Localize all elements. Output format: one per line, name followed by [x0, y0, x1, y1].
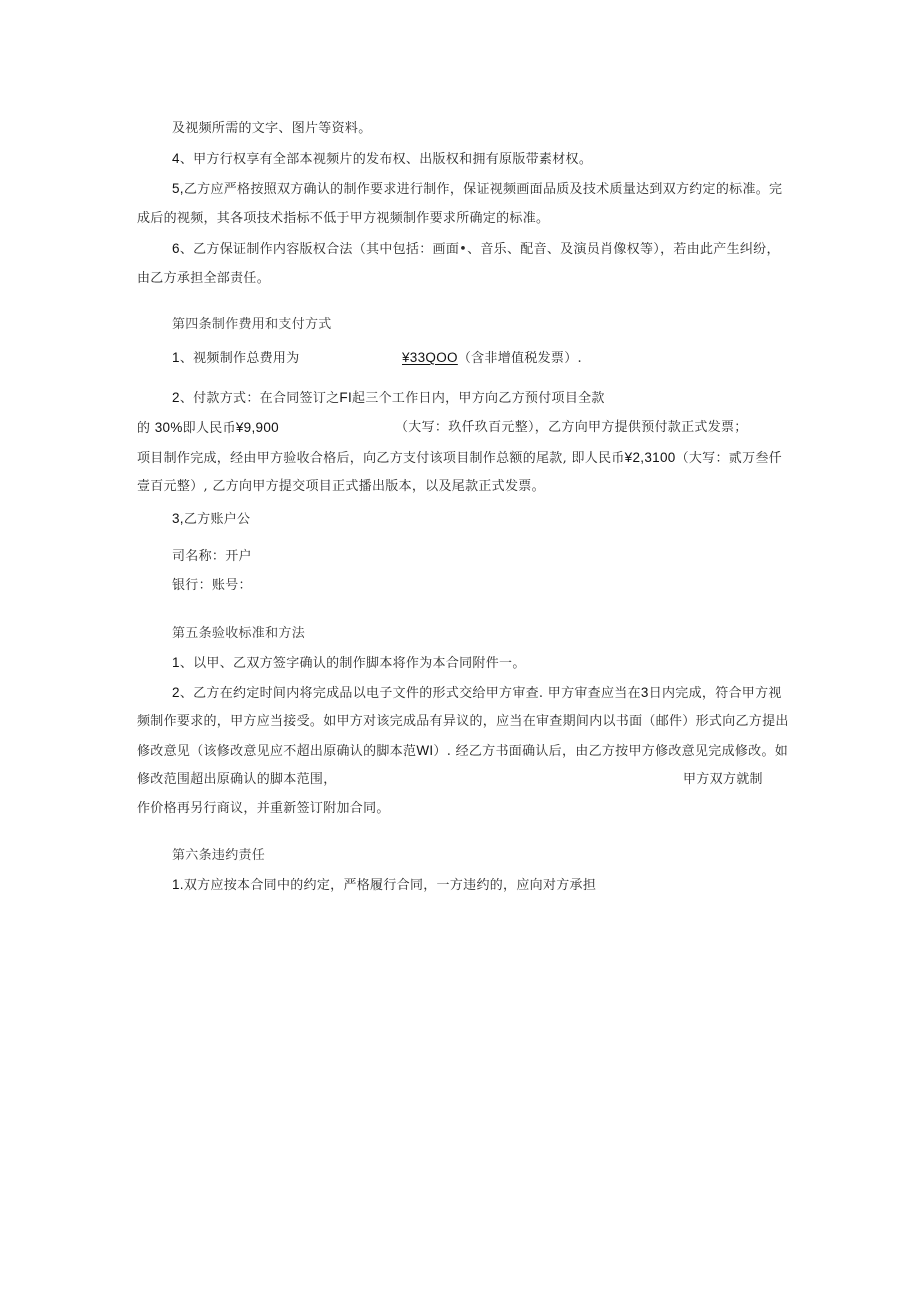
company-name-line	[172, 548, 252, 566]
percentage: 30%	[154, 420, 183, 435]
text: 、视频制作总费用为	[179, 351, 300, 366]
text: WI	[416, 743, 434, 758]
text: 日内完成，符合甲方视	[648, 686, 782, 701]
clause-4-line	[172, 150, 592, 169]
text: （大写：贰万叁仟	[675, 451, 782, 466]
clause-number: 5,	[172, 181, 184, 196]
text: （含非增值税发票）.	[457, 351, 582, 366]
section-6-heading	[172, 847, 265, 865]
text: 、付款方式：在合同签订之	[179, 391, 340, 406]
paragraph-line	[137, 713, 789, 731]
clause-number: 4	[172, 151, 180, 166]
paragraph-line	[137, 210, 549, 228]
heading-text: 第六条违约责任	[172, 848, 266, 863]
clause-number: 3,	[172, 511, 184, 526]
clause-number: 1.	[172, 877, 184, 892]
final-payment-line	[137, 449, 782, 468]
prepayment-note-line	[395, 419, 748, 437]
text: 壹百元整）, 乙方向甲方提交项目正式播出版本，以及尾款正式发票。	[137, 479, 545, 494]
clause-number: 1	[172, 655, 180, 670]
section-5-heading	[172, 625, 305, 643]
text: 修改范围超出原确认的脚本范围，	[137, 772, 337, 787]
clause-number: 6	[172, 241, 180, 256]
text: 3	[640, 685, 649, 700]
text: 成后的视频，其各项技术指标不低于甲方视频制作要求所确定的标准。	[137, 211, 550, 226]
text: 即人民币	[182, 421, 236, 436]
text: 双方应按本合同中的约定，严格履行合同，一方违约的，应向对方承担	[183, 878, 597, 893]
text: 、乙方保证制作内容版权合法（其中包括：画面•、音乐、配音、及演员肖像权等），若由此产生纠纷，	[179, 242, 780, 257]
acceptance-clause-2	[172, 684, 782, 703]
paragraph-line	[137, 742, 788, 761]
acceptance-clause-1	[172, 654, 526, 673]
text: 甲方双方就制	[683, 772, 763, 787]
text: 的	[137, 421, 151, 436]
clause-number: 1	[172, 350, 180, 365]
fee-total-amount-line	[402, 349, 582, 368]
paragraph-line	[137, 800, 390, 818]
prepayment-amount: ¥9,900	[235, 420, 279, 435]
text: 由乙方承担全部责任。	[137, 271, 271, 286]
heading-text: 第四条制作费用和支付方式	[172, 317, 332, 332]
clause-number: 2	[172, 390, 180, 405]
text: ）. 经乙方书面确认后，由乙方按甲方修改意见完成修改。如	[433, 744, 789, 759]
total-fee-amount: ¥33QOO	[402, 350, 458, 365]
paragraph-line	[683, 771, 763, 789]
text: 起三个工作日内，甲方向乙方预付项目全款	[352, 391, 605, 406]
text: 、甲方行权享有全部本视频片的发布权、出版权和拥有原版带素材权。	[179, 152, 593, 167]
text: 乙方应严格按照双方确认的制作要求进行制作，保证视频画面品质及技术质量达到双方约定的标准。完	[183, 182, 783, 197]
fee-total-line	[172, 349, 300, 368]
clause-5-line	[172, 180, 782, 199]
text: 、以甲、乙双方签字确认的制作脚本将作为本合同附件一。	[179, 656, 526, 671]
clause-6-line	[172, 240, 780, 259]
account-line	[172, 510, 250, 529]
text: （大写：玖仟玖百元整），乙方向甲方提供预付款正式发票；	[395, 420, 748, 435]
text: 修改意见（该修改意见应不超出原确认的脚本范	[137, 744, 417, 759]
text: 乙方账户公	[183, 512, 251, 527]
paragraph-line	[137, 478, 545, 496]
section-4-heading	[172, 316, 332, 334]
clause-number: 2	[172, 685, 180, 700]
breach-clause-1	[172, 876, 596, 895]
bank-line	[172, 577, 252, 595]
heading-text: 第五条验收标准和方法	[172, 626, 306, 641]
text: FI	[339, 390, 353, 405]
text: 、乙方在约定时间内将完成品以电子文件的形式交给甲方审查. 甲方审查应当在	[179, 686, 641, 701]
paragraph-line	[137, 270, 270, 288]
text: 及视频所需的文字、图片等资料。	[172, 121, 372, 136]
paragraph-line	[172, 120, 372, 138]
text: 项目制作完成，经由甲方验收合格后，向乙方支付该项目制作总额的尾款, 即人民币	[137, 451, 625, 466]
prepayment-line	[137, 419, 279, 438]
final-payment-amount: ¥2,3100	[624, 450, 676, 465]
text: 作价格再另行商议，并重新签订附加合同。	[137, 801, 390, 816]
text: 银行：账号：	[172, 578, 252, 593]
paragraph-line	[137, 771, 337, 789]
text: 司名称：开户	[172, 549, 252, 564]
text: 频制作要求的，甲方应当接受。如甲方对该完成品有异议的，应当在审查期间内以书面（邮件）形式向乙方提出	[137, 714, 789, 729]
payment-method-line	[172, 389, 605, 408]
